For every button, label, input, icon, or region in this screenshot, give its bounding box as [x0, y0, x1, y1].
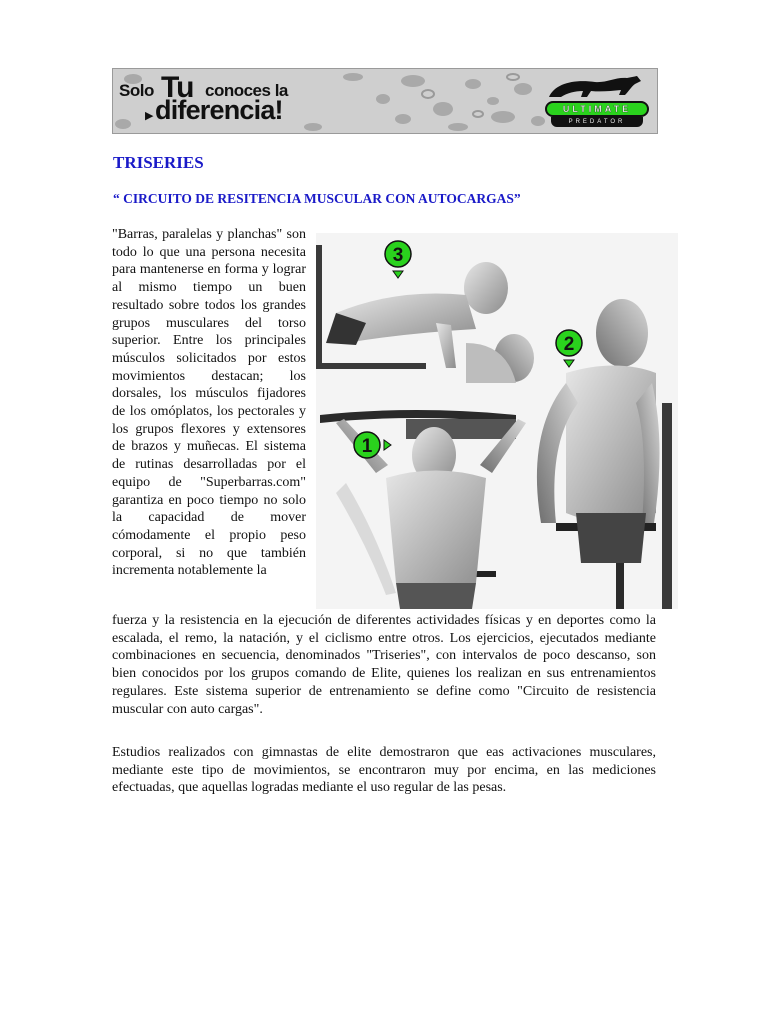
page-subtitle: “ CIRCUITO DE RESITENCIA MUSCULAR CON AUTOCARGAS” — [113, 191, 521, 206]
header-banner — [112, 68, 658, 134]
paragraph-1 — [112, 226, 656, 718]
brand-subname: PREDATOR — [551, 117, 643, 127]
banner-tagline — [119, 73, 389, 129]
marker-label-1: 1 — [361, 436, 373, 457]
tagline-diferencia: diferencia! — [155, 95, 283, 125]
paragraph-1-column-text: "Barras, paralelas y planchas" son todo lo que una persona necesita para mantenerse en forma y lograr al mismo tiempo un buen resultado sobre todos los grandes grupos musculares del torso superior. Entre los principales músculos solicitados por estos movimientos destacan; los dorsales, los músculos fijadores de los omóplatos, los pectorales y los grupos flexores y extensores de brazos y muñecas. El sistema de rutinas desarrolladas por el equipo de "Superbarras.com" garantiza en poco tiempo no solo la capacidad de mover cómodamente el propio peso corporal, si no que también incrementa notablemente la — [112, 227, 306, 579]
tagline-solo: Solo — [119, 81, 154, 100]
panther-icon — [545, 73, 649, 101]
paragraph-2: Estudios realizados con gimnastas de elite demostraron que eas activaciones musculares, mediante este tipo de movimientos, se encontraron muy por encima, en las mediciones efectuadas, que aquellas logradas mediante el uso regular de las pesas. — [112, 745, 656, 796]
brand-name: ULTIMATE — [545, 101, 649, 117]
paragraph-1-full-width-text: fuerza y la resistencia en la ejecución de diferentes actividades físicas y en deportes como la escalada, el remo, la natación, y el ciclismo entre otros. Los ejercicios, ejecutados mediante combinaciones en secuencia, denominados "Triseries", con intervalos de poco descanso, son bien conocidos por los grupos comando de Elite, quienes los realizan en sus entrenamientos regulares. Este sistema superior de entrenamiento se define como "Circuito de resistencia muscular con auto cargas". — [112, 613, 656, 717]
ultimate-predator-logo — [545, 73, 649, 129]
marker-label-3: 3 — [392, 245, 404, 266]
page-title: TRISERIES — [113, 153, 204, 172]
marker-label-2: 2 — [563, 334, 575, 355]
tagline-arrow-icon: ▶ — [145, 110, 154, 122]
tagline-tu: Tu — [161, 71, 194, 104]
tagline-conoces: conoces la — [205, 81, 288, 100]
